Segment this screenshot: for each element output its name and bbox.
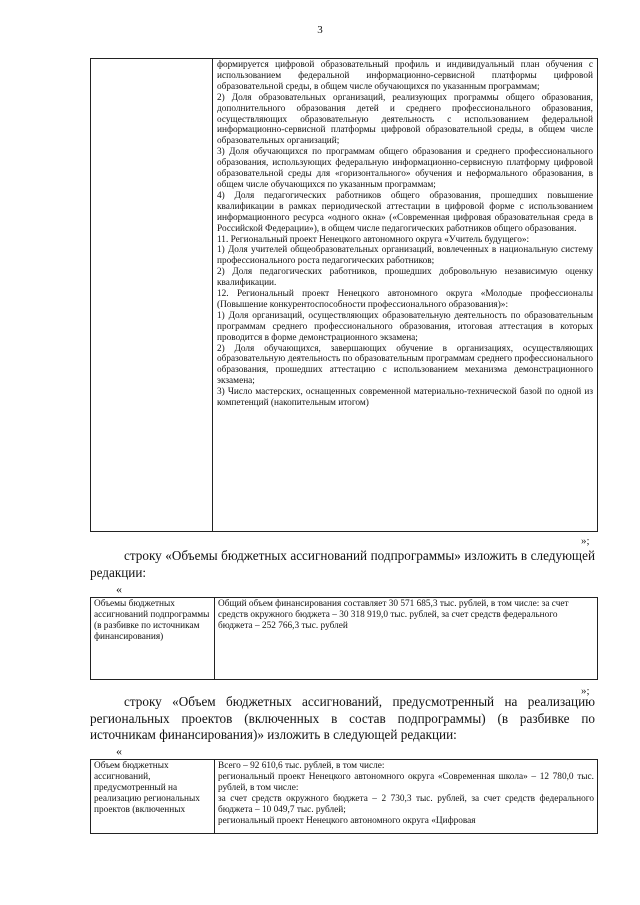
project-heading: 12. Региональный проект Ненецкого автономного округа «Молодые профессионалы (Повышение конкурентоспособности профессионального образования)»:: [217, 289, 593, 310]
budget-line: Всего – 92 610,6 тыс. рублей, в том числе:: [218, 761, 385, 771]
indicator-paragraph: 2) Доля педагогических работников, прошедших добровольную независимую оценку квалификации.: [217, 267, 593, 289]
indicator-paragraph: формируется цифровой образовательный профиль и индивидуальный план обучения с использованием федеральной информационно-сервисной платформы цифровой образовательной среды, в общем числе обучающихся по указанным программам;: [217, 60, 593, 92]
instruction-paragraph: строку «Объемы бюджетных ассигнований подпрограммы» изложить в следующей редакции:: [90, 548, 595, 580]
indicator-paragraph: 1) Доля учителей общеобразовательных организаций, вовлеченных в национальную систему профессионального роста педагогических работников;: [217, 245, 593, 267]
budget-table-label: Объемы бюджетных ассигнований подпрограммы (в разбивке по источникам финансирования): [91, 598, 215, 680]
closing-quote: »;: [581, 685, 590, 697]
indicator-paragraph: 3) Доля обучающихся по программам общего образования и среднего профессионального образования, использующих федеральную информационно-сервисную платформу цифровой образовательной среды для «горизонтального» обучения и неформального образования, в общем числе обучающихся по указанным программам;: [217, 147, 593, 190]
budget-line: региональный проект Ненецкого автономного округа «Современная школа» – 12 780,0 тыс. рублей, в том числе:: [218, 771, 594, 793]
instruction-paragraph: строку «Объем бюджетных ассигнований, предусмотренный на реализацию региональных проектов (включенных в состав подпрограммы) (в разбивке по источникам финансирования)» изложить в следующей редакции:: [90, 694, 595, 742]
indicator-paragraph: 2) Доля образовательных организаций, реализующих программы общего образования, дополнительного образования детей и среднего профессионального образования, осуществляющих образовательную деятельность с использованием федеральной информационно-сервисной платформы цифровой образовательной среды, в общем числе образовательных организаций;: [217, 92, 593, 147]
regional-projects-label: Объем бюджетных ассигнований, предусмотренный на реализацию региональных проектов (включенных: [91, 760, 215, 834]
indicator-paragraph: 2) Доля обучающихся, завершающих обучение в организациях, осуществляющих образовательную деятельность по образовательным программам среднего профессионального образования, прошедших аттестацию с использованием механизма демонстрационного экзамена;: [217, 343, 593, 387]
budget-line: региональный проект Ненецкого автономного округа «Цифровая: [218, 815, 476, 826]
indicator-paragraph: 1) Доля организаций, осуществляющих образовательную деятельность по образовательным программам среднего профессионального образования, итоговая аттестация в которых проводится в форме демонстрационного экзамена;: [217, 310, 593, 343]
indicators-table: [90, 58, 598, 532]
indicators-table-content-cell: [213, 59, 598, 532]
opening-quote: «: [116, 582, 122, 596]
project-heading: 11. Региональный проект Ненецкого автономного округа «Учитель будущего»:: [217, 234, 530, 245]
budget-line: за счет средств окружного бюджета – 2 730,3 тыс. рублей, за счет средств федерального бюджета – 10 049,7 тыс. рублей;: [218, 793, 594, 815]
closing-quote: »;: [581, 535, 590, 547]
indicator-paragraph: 3) Число мастерских, оснащенных современной материально-технической базой по одной из компетенций (накопительным итогом): [217, 387, 593, 409]
budget-table: [90, 597, 598, 680]
indicator-paragraph: 4) Доля педагогических работников общего образования, прошедших повышение квалификации в рамках периодической аттестации в цифровой форме с использованием информационного ресурса «одного окна» («Современная цифровая образовательная среда в Российской Федерации»), в общем числе педагогических работников общего образования.: [217, 190, 593, 234]
indicators-table-label-cell: [91, 59, 213, 532]
page-number: 3: [317, 24, 323, 36]
opening-quote: «: [116, 744, 122, 758]
budget-table-content: Общий объем финансирования составляет 30 571 685,3 тыс. рублей, в том числе: за счет средств окружного бюджета – 30 318 919,0 тыс. рублей, за счет средств федерального бюджета – 252 766,3 тыс. рублей: [215, 598, 598, 680]
regional-projects-budget-table: [90, 759, 598, 834]
regional-projects-content: [215, 760, 598, 834]
